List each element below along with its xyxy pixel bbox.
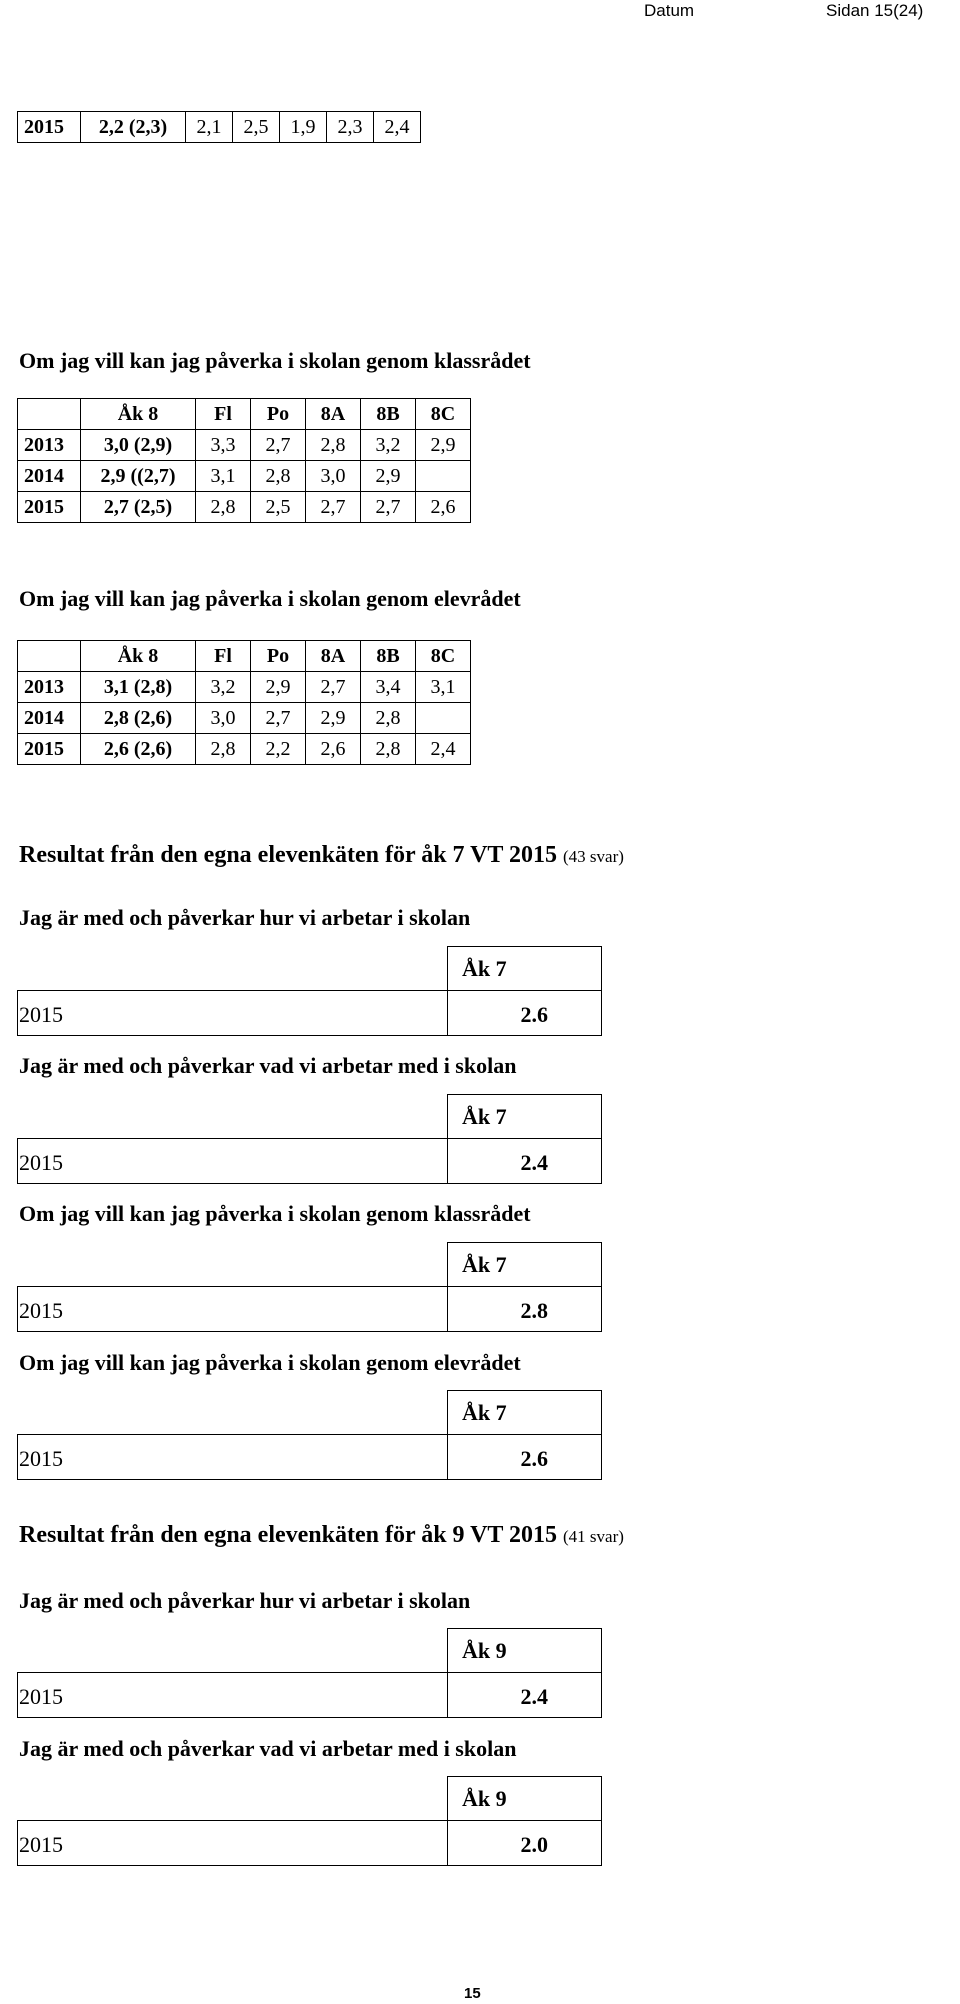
table-header-row bbox=[18, 641, 471, 672]
table-cell: 2,7 bbox=[361, 492, 416, 523]
table-cell: 2,8 bbox=[196, 492, 251, 523]
ak7-question-3: Om jag vill kan jag påverka i skolan genom elevrådet bbox=[19, 1350, 521, 1375]
table-cell: 2,8 bbox=[196, 734, 251, 765]
table-header-cell: Fl bbox=[196, 641, 251, 672]
ak7-result-box-3 bbox=[17, 1390, 602, 1480]
table-cell: 2,6 bbox=[416, 492, 471, 523]
result-box-row bbox=[17, 1286, 602, 1332]
result-year: 2015 bbox=[19, 1150, 63, 1175]
table-row bbox=[18, 430, 471, 461]
page-number: 15 bbox=[464, 1985, 481, 2002]
table-header-cell bbox=[18, 641, 81, 672]
ak7-question-0: Jag är med och påverkar hur vi arbetar i skolan bbox=[19, 905, 471, 930]
result-year: 2015 bbox=[19, 1002, 63, 1027]
result-value: 2.4 bbox=[520, 1150, 548, 1175]
ak9-title-text: Resultat från den egna elevenkäten för åk 9 VT 2015 bbox=[19, 1522, 558, 1548]
table-header-cell: 8C bbox=[416, 641, 471, 672]
table-cell: 3,1 bbox=[416, 672, 471, 703]
table-header-cell: Åk 8 bbox=[81, 399, 196, 430]
ak9-question-1: Jag är med och påverkar vad vi arbetar med i skolan bbox=[19, 1736, 517, 1761]
table-cell: 2,6 bbox=[306, 734, 361, 765]
continuation-table bbox=[17, 111, 421, 143]
klassradet-table bbox=[17, 398, 471, 523]
table-cell: 2,9 bbox=[361, 461, 416, 492]
result-year: 2015 bbox=[19, 1446, 63, 1471]
section-title-klassradet: Om jag vill kan jag påverka i skolan genom klassrådet bbox=[19, 348, 531, 373]
table-cell: 2,7 bbox=[251, 703, 306, 734]
table-header-cell: Po bbox=[251, 641, 306, 672]
ak7-result-box-1 bbox=[17, 1094, 602, 1184]
table-cell bbox=[416, 703, 471, 734]
result-year: 2015 bbox=[19, 1298, 63, 1323]
result-label: Åk 7 bbox=[462, 1104, 507, 1129]
table-header-cell: 8C bbox=[416, 399, 471, 430]
table-header-cell: 8A bbox=[306, 641, 361, 672]
result-label: Åk 7 bbox=[462, 1400, 507, 1425]
table-cell: 2,4 bbox=[374, 112, 421, 143]
ak7-result-box-0 bbox=[17, 946, 602, 1036]
result-box-row bbox=[17, 1138, 602, 1184]
result-label: Åk 9 bbox=[462, 1786, 507, 1811]
table-row bbox=[18, 112, 421, 143]
table-cell: 2,9 ((2,7) bbox=[81, 461, 196, 492]
ak7-results-title bbox=[19, 842, 624, 869]
table-row bbox=[18, 461, 471, 492]
table-cell: 2013 bbox=[18, 672, 81, 703]
table-cell: 3,2 bbox=[361, 430, 416, 461]
table-cell: 2014 bbox=[18, 461, 81, 492]
table-cell: 3,1 bbox=[196, 461, 251, 492]
table-cell: 2,2 bbox=[251, 734, 306, 765]
table-cell: 1,9 bbox=[280, 112, 327, 143]
ak9-results-title bbox=[19, 1522, 624, 1549]
table-cell: 2,8 bbox=[306, 430, 361, 461]
table-row bbox=[18, 703, 471, 734]
table-cell: 2,6 (2,6) bbox=[81, 734, 196, 765]
result-box-row bbox=[17, 990, 602, 1036]
table-cell: 2,7 bbox=[306, 672, 361, 703]
result-box-row bbox=[17, 1820, 602, 1866]
table-cell: 2,9 bbox=[251, 672, 306, 703]
ak9-result-box-1 bbox=[17, 1776, 602, 1866]
ak7-title-text: Resultat från den egna elevenkäten för åk 7 VT 2015 bbox=[19, 842, 558, 868]
ak9-question-0: Jag är med och påverkar hur vi arbetar i skolan bbox=[19, 1588, 471, 1613]
section-title-elevradet: Om jag vill kan jag påverka i skolan genom elevrådet bbox=[19, 586, 521, 611]
table-header-cell: 8B bbox=[361, 399, 416, 430]
ak7-responses: (43 svar) bbox=[563, 847, 624, 866]
table-cell: 2,9 bbox=[416, 430, 471, 461]
ak7-question-2: Om jag vill kan jag påverka i skolan genom klassrådet bbox=[19, 1201, 531, 1226]
table-cell: 3,0 (2,9) bbox=[81, 430, 196, 461]
ak9-result-box-0 bbox=[17, 1628, 602, 1718]
table-cell: 2015 bbox=[18, 112, 81, 143]
table-cell: 3,1 (2,8) bbox=[81, 672, 196, 703]
header-date-label: Datum bbox=[644, 1, 695, 20]
ak9-responses: (41 svar) bbox=[563, 1527, 624, 1546]
result-value: 2.4 bbox=[520, 1684, 548, 1709]
table-header-row bbox=[18, 399, 471, 430]
table-cell: 2,1 bbox=[186, 112, 233, 143]
table-cell: 3,2 bbox=[196, 672, 251, 703]
table-cell: 2015 bbox=[18, 734, 81, 765]
table-cell: 2015 bbox=[18, 492, 81, 523]
result-value: 2.6 bbox=[520, 1446, 548, 1471]
table-cell: 3,3 bbox=[196, 430, 251, 461]
table-cell: 2,8 bbox=[361, 703, 416, 734]
table-cell: 2,7 (2,5) bbox=[81, 492, 196, 523]
table-cell: 2,5 bbox=[251, 492, 306, 523]
result-year: 2015 bbox=[19, 1684, 63, 1709]
result-value: 2.0 bbox=[520, 1832, 548, 1857]
table-cell: 2,9 bbox=[306, 703, 361, 734]
table-cell: 2,7 bbox=[306, 492, 361, 523]
result-box-row bbox=[17, 1434, 602, 1480]
table-header-cell: 8B bbox=[361, 641, 416, 672]
table-row bbox=[18, 734, 471, 765]
table-cell bbox=[416, 461, 471, 492]
table-cell: 2,4 bbox=[416, 734, 471, 765]
header-page-indicator: Sidan 15(24) bbox=[826, 1, 924, 20]
elevradet-table bbox=[17, 640, 471, 765]
result-year: 2015 bbox=[19, 1832, 63, 1857]
table-cell: 3,0 bbox=[196, 703, 251, 734]
table-row bbox=[18, 492, 471, 523]
table-cell: 2013 bbox=[18, 430, 81, 461]
table-header-cell bbox=[18, 399, 81, 430]
table-cell: 2,8 bbox=[361, 734, 416, 765]
table-header-cell: Fl bbox=[196, 399, 251, 430]
table-cell: 2,8 bbox=[251, 461, 306, 492]
result-value: 2.8 bbox=[520, 1298, 548, 1323]
table-cell: 2,3 bbox=[327, 112, 374, 143]
table-cell: 3,0 bbox=[306, 461, 361, 492]
table-header-cell: Po bbox=[251, 399, 306, 430]
result-value: 2.6 bbox=[520, 1002, 548, 1027]
result-box-row bbox=[17, 1672, 602, 1718]
result-label: Åk 9 bbox=[462, 1638, 507, 1663]
table-row bbox=[18, 672, 471, 703]
table-header-cell: Åk 8 bbox=[81, 641, 196, 672]
table-cell: 3,4 bbox=[361, 672, 416, 703]
ak7-result-box-2 bbox=[17, 1242, 602, 1332]
result-label: Åk 7 bbox=[462, 1252, 507, 1277]
table-header-cell: 8A bbox=[306, 399, 361, 430]
table-cell: 2014 bbox=[18, 703, 81, 734]
table-cell: 2,7 bbox=[251, 430, 306, 461]
result-label: Åk 7 bbox=[462, 956, 507, 981]
ak7-question-1: Jag är med och påverkar vad vi arbetar med i skolan bbox=[19, 1053, 517, 1078]
table-cell: 2,2 (2,3) bbox=[81, 112, 186, 143]
table-cell: 2,8 (2,6) bbox=[81, 703, 196, 734]
table-cell: 2,5 bbox=[233, 112, 280, 143]
